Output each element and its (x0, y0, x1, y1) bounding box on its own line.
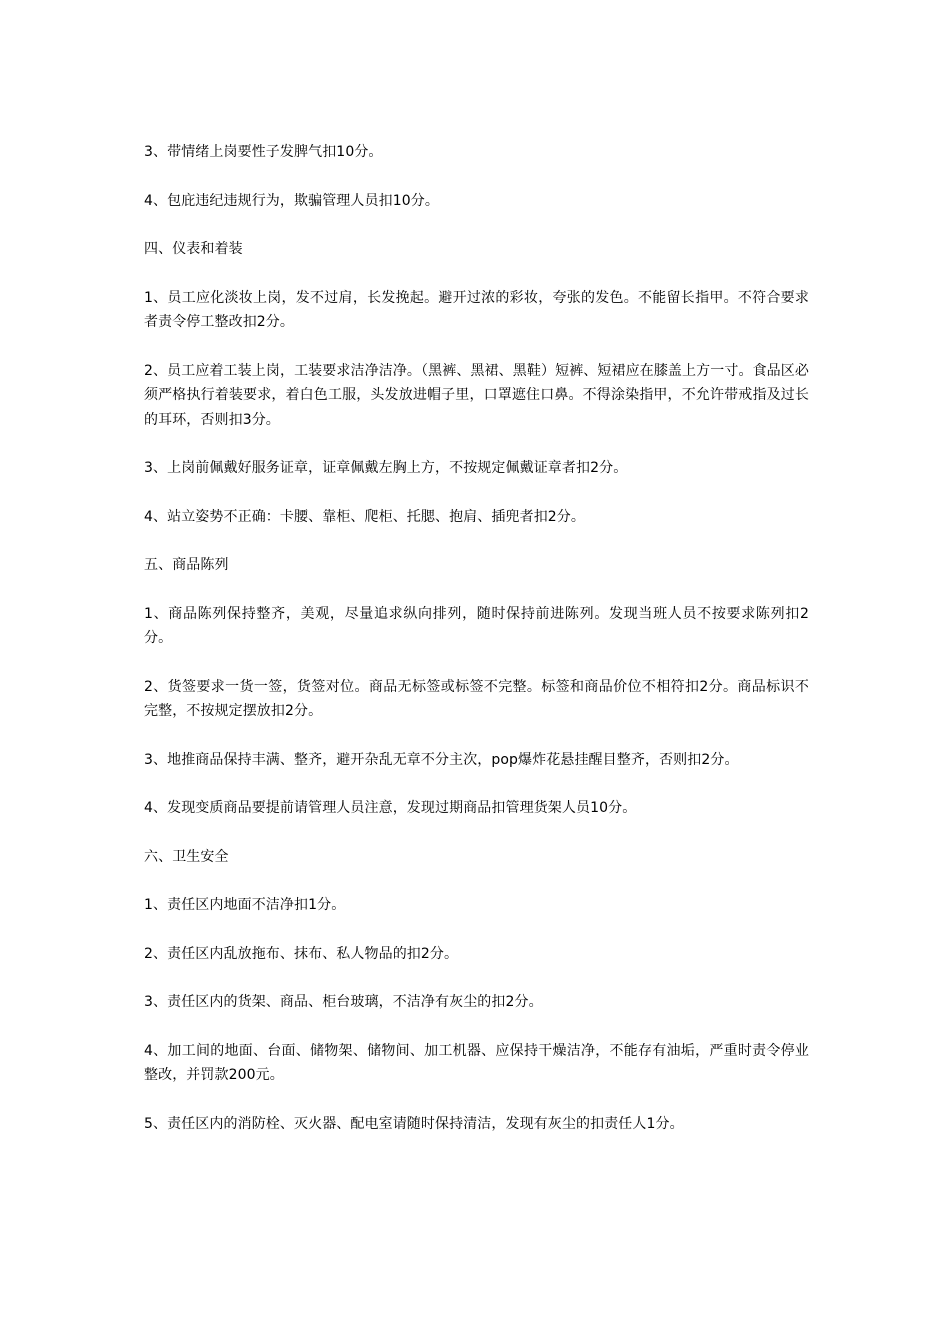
rule-item: 4、站立姿势不正确：卡腰、靠柜、爬柜、托腮、抱肩、插兜者扣2分。 (144, 508, 586, 525)
rule-item: 1、责任区内地面不洁净扣1分。 (144, 897, 346, 913)
rule-item: 3、地推商品保持丰满、整齐，避开杂乱无章不分主次，pop爆炸花悬挂醒目整齐，否则扣2分。 (144, 751, 739, 768)
section-heading: 六、卫生安全 (144, 848, 229, 865)
rule-item: 4、加工间的地面、台面、储物架、储物间、加工机器、应保持干燥洁净，不能存有油垢，严重时责令停业整改，并罚款200元。 (144, 1042, 809, 1083)
rule-item: 4、发现变质商品要提前请管理人员注意，发现过期商品扣管理货架人员10分。 (144, 800, 637, 816)
rule-item: 5、责任区内的消防栓、灭火器、配电室请随时保持清洁，发现有灰尘的扣责任人1分。 (144, 1115, 684, 1132)
section-heading: 五、商品陈列 (144, 557, 229, 573)
rule-item: 2、员工应着工装上岗，工装要求洁净洁净。（黑裤、黑裙、黑鞋）短裤、短裙应在膝盖上方一寸。食品区必须严格执行着装要求，着白色工服，头发放进帽子里，口罩遮住口鼻。不得涂染指甲，不允许带戒指及过长的耳环，否则扣3分。 (144, 362, 809, 428)
rule-item: 2、货签要求一货一签，货签对位。商品无标签或标签不完整。标签和商品价位不相符扣2分。商品标识不完整，不按规定摆放扣2分。 (144, 678, 809, 719)
rule-item: 3、带情绪上岗要性子发脾气扣10分。 (144, 144, 383, 160)
rule-item: 3、责任区内的货架、商品、柜台玻璃，不洁净有灰尘的扣2分。 (144, 994, 543, 1010)
document-page (144, 140, 809, 1160)
rule-item: 1、商品陈列保持整齐，美观，尽量追求纵向排列，随时保持前进陈列。发现当班人员不按要求陈列扣2分。 (144, 605, 809, 646)
rule-item: 1、员工应化淡妆上岗，发不过肩，长发挽起。避开过浓的彩妆，夸张的发色。不能留长指甲。不符合要求者责令停工整改扣2分。 (144, 289, 809, 330)
section-heading: 四、仪表和着装 (144, 241, 243, 257)
rule-item: 2、责任区内乱放拖布、抹布、私人物品的扣2分。 (144, 945, 459, 962)
rule-item: 3、上岗前佩戴好服务证章，证章佩戴左胸上方，不按规定佩戴证章者扣2分。 (144, 460, 628, 476)
rule-item: 4、包庇违纪违规行为，欺骗管理人员扣10分。 (144, 192, 439, 209)
